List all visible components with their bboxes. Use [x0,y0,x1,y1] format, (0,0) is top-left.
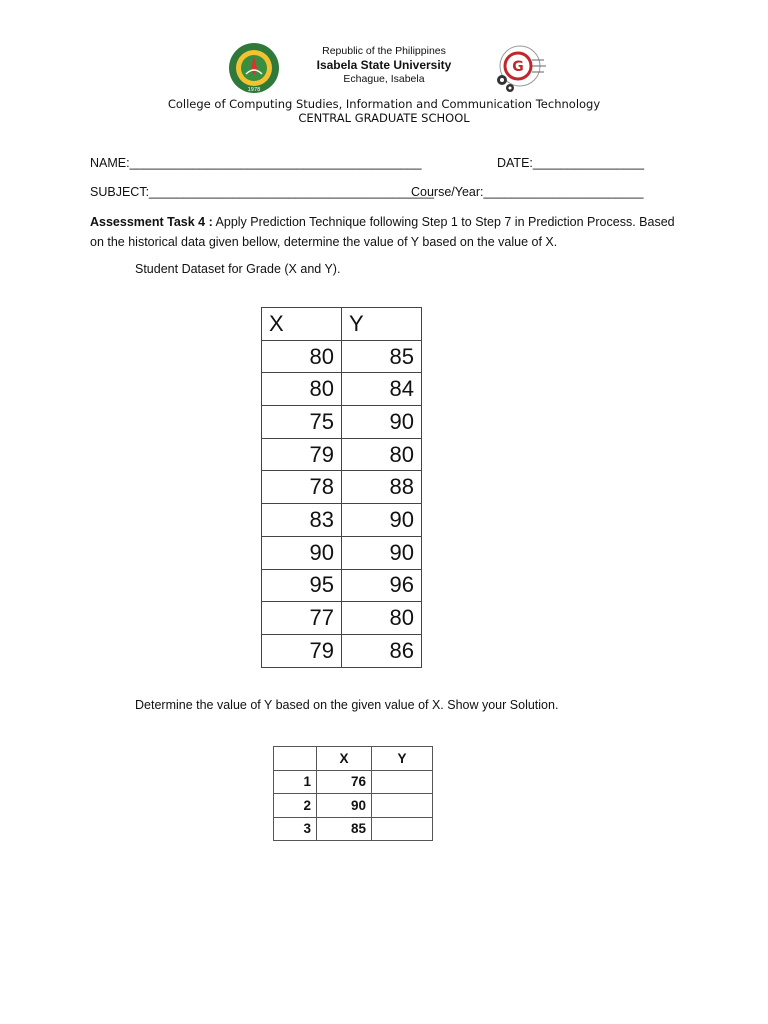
task-text: Apply Prediction Technique following Step 1 to Step 7 in Prediction Process. Based on the historical data given bellow, determine the value of Y based on the value of X. [90,215,675,249]
cell-x: 79 [262,438,342,471]
svg-text:G: G [512,59,524,75]
college-header [0,97,768,125]
subject-field[interactable]: SUBJECT:_________________________________________ [90,185,435,199]
cell-x: 76 [317,770,372,794]
cell-y: 84 [342,373,422,406]
cell-x: 80 [262,373,342,406]
table-row [262,504,422,537]
instruction-text: Determine the value of Y based on the given value of X. Show your Solution. [135,698,559,712]
task-label: Assessment Task 4 : [90,215,213,229]
course-year-field[interactable]: Course/Year:_______________________ [411,185,644,199]
cell-x: 78 [262,471,342,504]
answer-cell-y[interactable] [372,794,433,818]
table-row [262,340,422,373]
header-index [274,747,317,771]
header-x: X [317,747,372,771]
university-name: Isabela State University [316,58,452,72]
cell-x: 79 [262,634,342,667]
table-row [262,569,422,602]
ccsict-gear-logo [492,40,548,96]
svg-text:1978: 1978 [247,87,261,93]
prediction-header-row [274,747,433,771]
cell-y: 90 [342,536,422,569]
table-row [274,817,433,841]
cell-y: 96 [342,569,422,602]
cell-y: 86 [342,634,422,667]
cell-x: 90 [262,536,342,569]
dataset-header-row [262,308,422,341]
header-x: X [262,308,342,341]
cell-y: 85 [342,340,422,373]
date-field[interactable]: DATE:________________ [497,156,645,170]
cell-y: 80 [342,438,422,471]
table-row [262,634,422,667]
answer-cell-y[interactable] [372,770,433,794]
table-row [262,373,422,406]
cell-x: 85 [317,817,372,841]
university-header [284,44,484,86]
cell-x: 75 [262,406,342,439]
cell-x: 95 [262,569,342,602]
isu-seal-logo [228,42,280,94]
dataset-caption: Student Dataset for Grade (X and Y). [135,262,341,276]
name-field[interactable]: NAME:__________________________________________ [90,156,422,170]
row-index: 3 [274,817,317,841]
cell-x: 77 [262,602,342,635]
table-row [262,438,422,471]
cell-y: 80 [342,602,422,635]
answer-cell-y[interactable] [372,817,433,841]
university-location: Echague, Isabela [343,73,425,85]
prediction-table [273,746,433,841]
row-index: 1 [274,770,317,794]
cell-x: 83 [262,504,342,537]
cell-y: 90 [342,504,422,537]
republic-line: Republic of the Philippines [322,45,446,57]
table-row [274,770,433,794]
school-name: CENTRAL GRADUATE SCHOOL [298,111,470,125]
header-y: Y [372,747,433,771]
table-row [262,536,422,569]
cell-x: 90 [317,794,372,818]
cell-y: 88 [342,471,422,504]
table-row [274,794,433,818]
college-name: College of Computing Studies, Information and Communication Technology [167,97,601,111]
table-row [262,471,422,504]
cell-y: 90 [342,406,422,439]
table-row [262,406,422,439]
header-y: Y [342,308,422,341]
task-description [90,212,690,252]
dataset-table [261,307,422,668]
table-row [262,602,422,635]
row-index: 2 [274,794,317,818]
cell-x: 80 [262,340,342,373]
